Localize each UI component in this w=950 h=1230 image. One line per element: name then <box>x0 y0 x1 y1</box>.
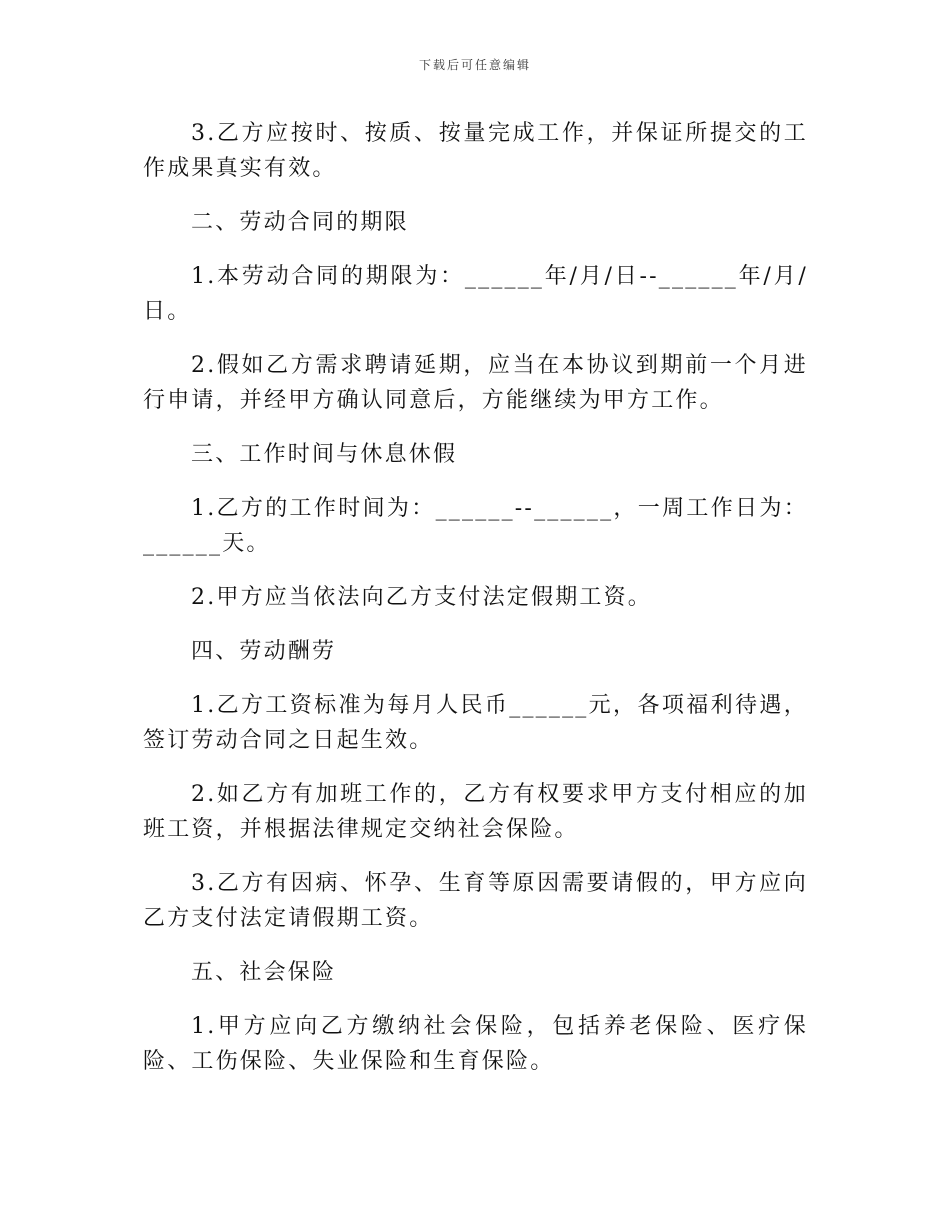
clause-5-1-insurance: 1.甲方应向乙方缴纳社会保险，包括养老保险、医疗保险、工伤保险、失业保险和生育保险。 <box>143 1014 808 1074</box>
clause-2-2-extension: 2.假如乙方需求聘请延期，应当在本协议到期前一个月进行申请，并经甲方确认同意后，方能继续为甲方工作。 <box>143 353 808 413</box>
clause-3-work-results: 3.乙方应按时、按质、按量完成工作，并保证所提交的工作成果真实有效。 <box>143 121 808 181</box>
clause-3-2-holiday-pay: 2.甲方应当依法向乙方支付法定假期工资。 <box>191 585 652 610</box>
clause-3-1-hours: 1.乙方的工作时间为：______--______，一周工作日为：______天。 <box>143 496 808 556</box>
section-4-heading: 四、劳动酬劳 <box>191 639 337 664</box>
clause-4-1-salary: 1.乙方工资标准为每月人民币______元，各项福利待遇，签订劳动合同之日起生效。 <box>143 693 808 753</box>
section-5-heading: 五、社会保险 <box>191 960 337 985</box>
clause-4-3-leave: 3.乙方有因病、怀孕、生育等原因需要请假的，甲方应向乙方支付法定请假期工资。 <box>143 871 808 931</box>
clause-2-1-term: 1.本劳动合同的期限为：______年/月/日--______年/月/日。 <box>143 264 808 324</box>
section-3-heading: 三、工作时间与休息休假 <box>191 442 458 467</box>
document-body <box>143 116 808 1098</box>
section-2-heading: 二、劳动合同的期限 <box>191 210 409 235</box>
header-note: 下载后可任意编辑 <box>418 58 531 72</box>
clause-4-2-overtime: 2.如乙方有加班工作的，乙方有权要求甲方支付相应的加班工资，并根据法律规定交纳社会保险。 <box>143 782 808 842</box>
